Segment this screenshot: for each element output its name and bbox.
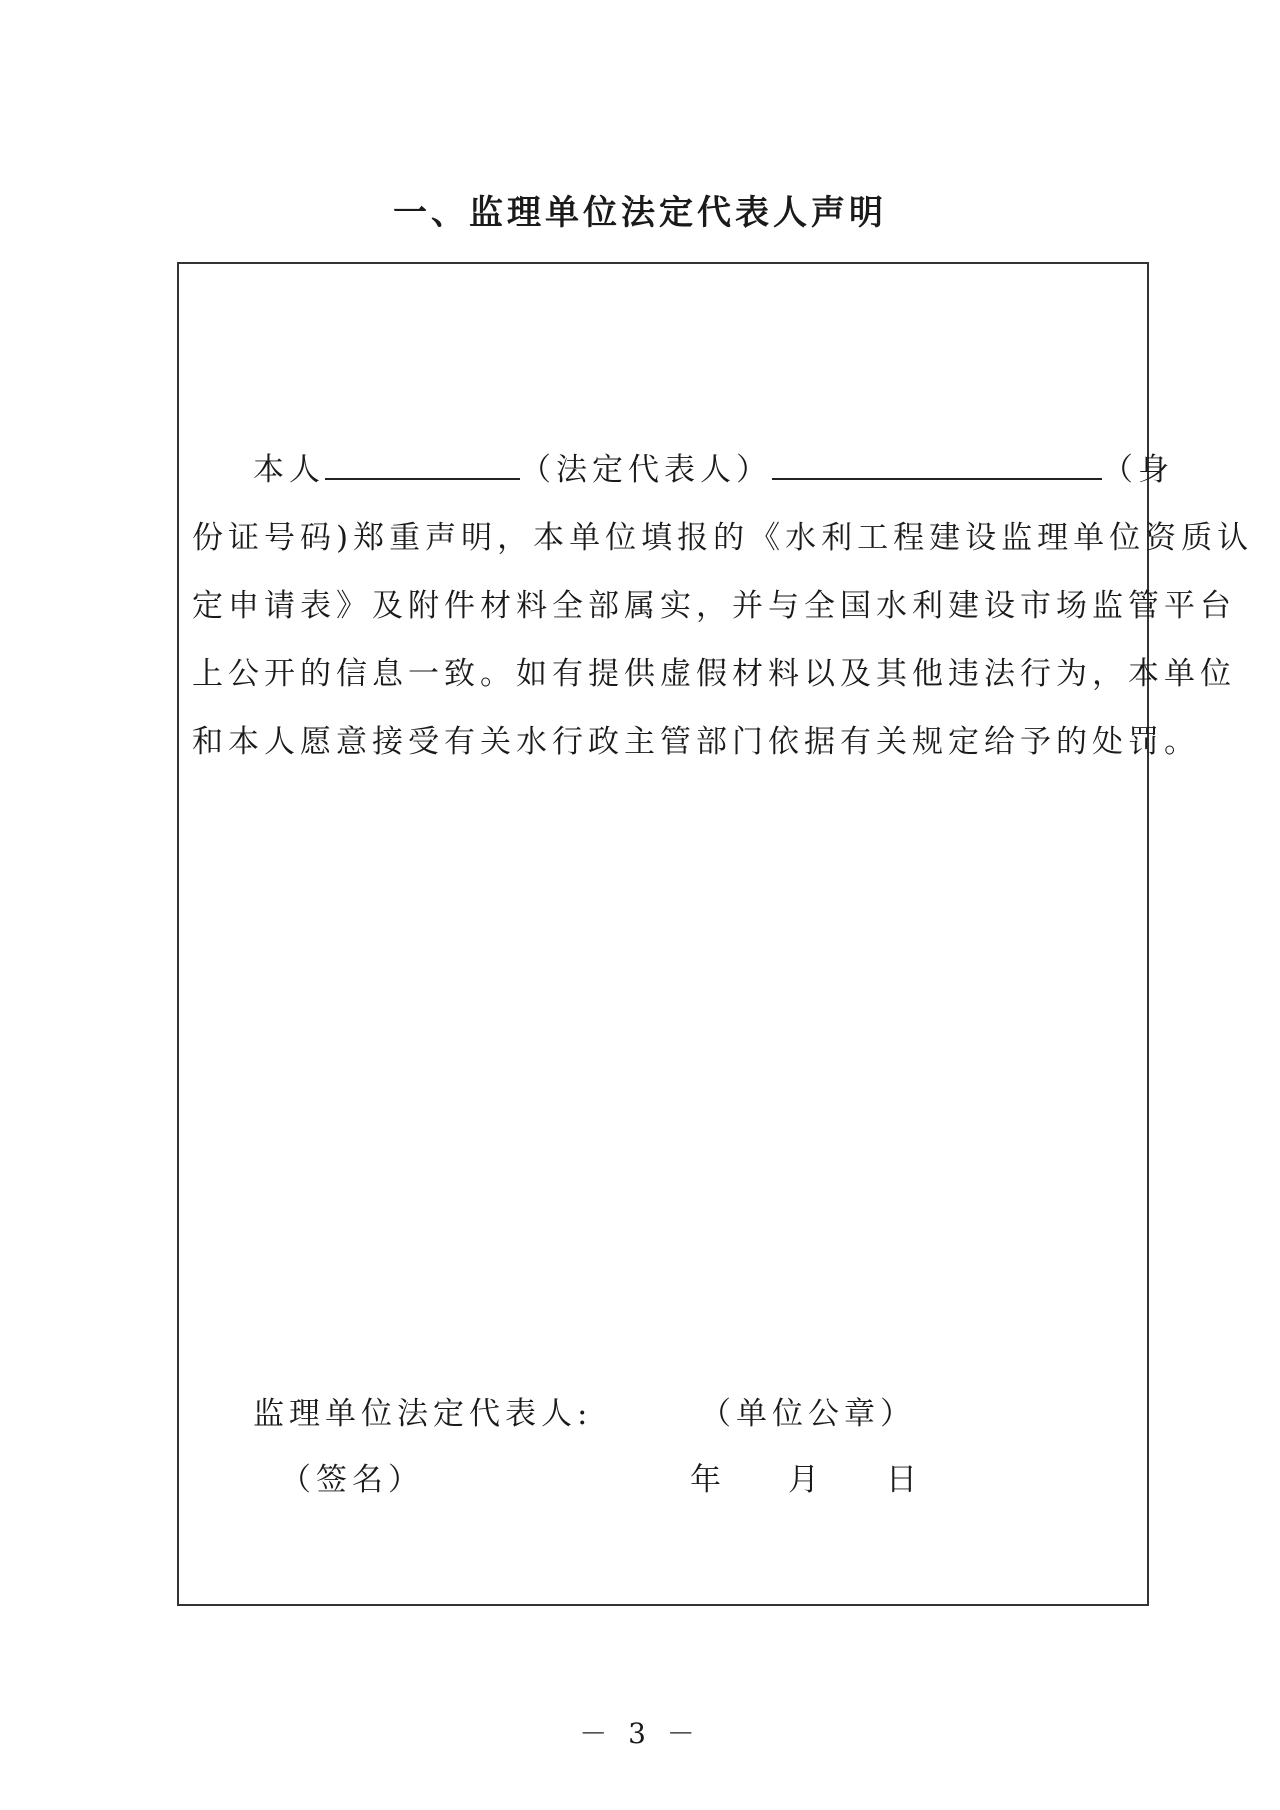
name-blank[interactable] [325,448,520,480]
sign-label: （签名） [280,1462,424,1498]
statement-line-4: 上公开的信息一致。如有提供虚假材料以及其他违法行为，本单位 [192,656,1236,692]
legal-rep-signature-label: 监理单位法定代表人: [253,1396,593,1432]
legal-rep-label: （法定代表人） [520,452,772,488]
month-label: 月 [788,1462,824,1498]
id-number-blank[interactable] [772,448,1102,480]
statement-line-3: 定申请表》及附件材料全部属实，并与全国水利建设市场监管平台 [192,588,1236,624]
page-number: － 3 － [579,1717,701,1750]
statement-line-5: 和本人愿意接受有关水行政主管部门依据有关规定给予的处罚。 [192,724,1200,760]
statement-line-1 [253,444,1174,489]
statement-suffix: （身 [1102,452,1174,488]
date-field [690,1454,922,1499]
statement-line-2: 份证号码)郑重声明，本单位填报的《水利工程建设监理单位资质认 [192,520,1254,556]
company-seal-label: （单位公章） [700,1396,916,1432]
page-title: 一、监理单位法定代表人声明 [393,193,887,233]
day-label: 日 [886,1462,922,1498]
statement-prefix: 本人 [253,452,325,488]
year-label: 年 [690,1462,726,1498]
